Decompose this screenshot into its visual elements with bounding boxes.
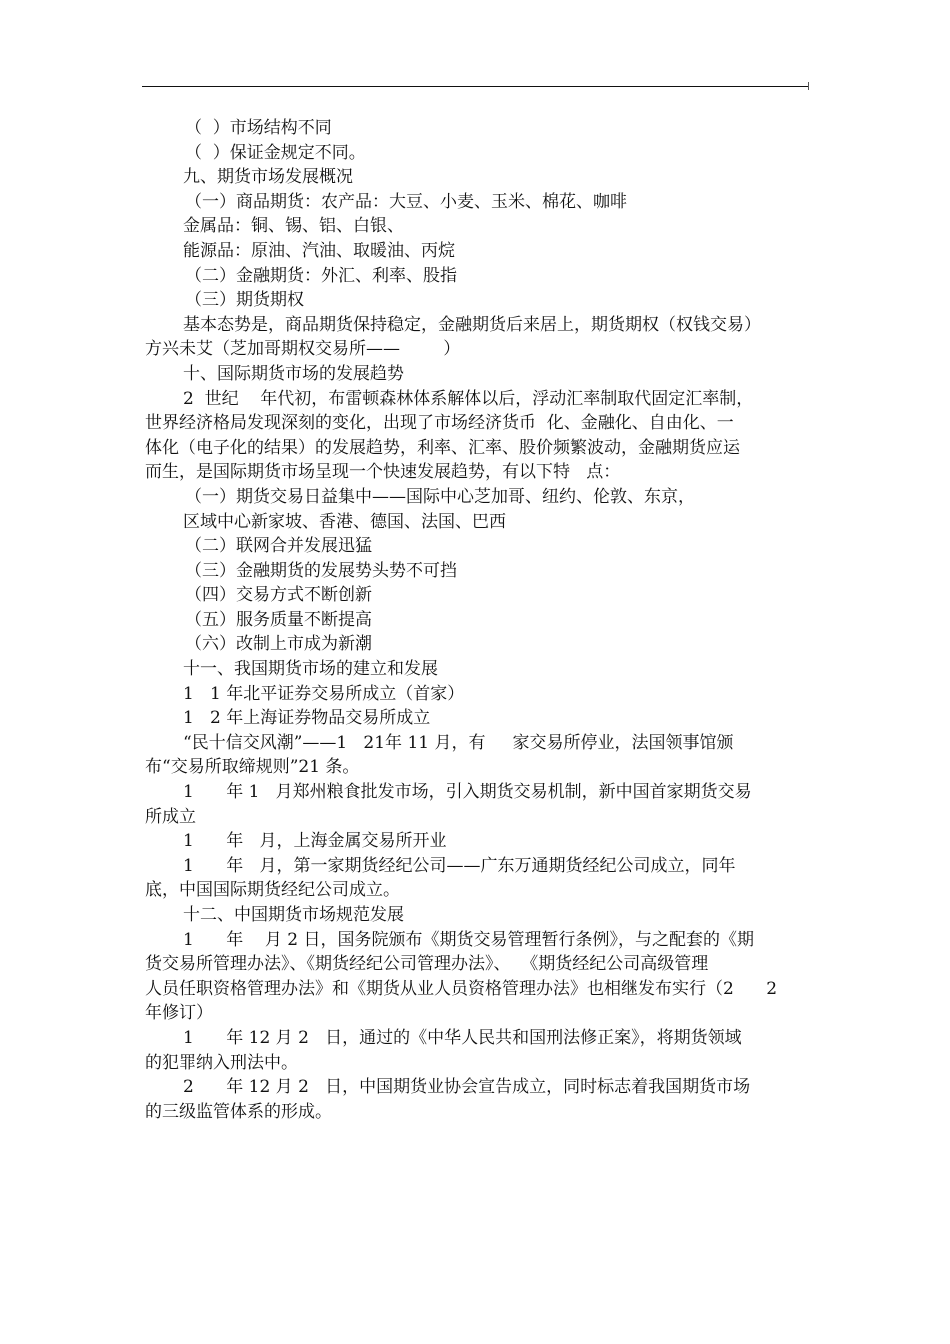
text-line: 而生，是国际期货市场呈现一个快速发展趋势，有以下特 点： <box>145 462 621 483</box>
text-line: 1 1 年北平证券交易所成立（首家） <box>183 683 465 704</box>
text-line: （一）商品期货：农产品：大豆、小麦、玉米、棉花、咖啡 <box>185 191 627 212</box>
text-line: 十二、中国期货市场规范发展 <box>183 905 404 925</box>
text-line: 布“交易所取缔规则”21 条。 <box>145 757 360 778</box>
document-body <box>145 116 815 1124</box>
text-line: （二）金融期货：外汇、利率、股指 <box>185 265 457 286</box>
text-line: 底，中国国际期货经纪公司成立。 <box>145 880 400 901</box>
text-line: 方兴未艾（芝加哥期权交易所—— ） <box>145 339 461 360</box>
text-line: 世界经济格局发现深刻的变化，出现了市场经济货币 化、金融化、自由化、一 <box>145 413 734 434</box>
text-line: （ ）市场结构不同 <box>185 118 332 138</box>
text-line: 十、国际期货市场的发展趋势 <box>183 363 404 384</box>
text-line: 的三级监管体系的形成。 <box>145 1101 332 1122</box>
text-line: 基本态势是，商品期货保持稳定，金融期货后来居上，期货期权（权钱交易） <box>183 314 761 335</box>
text-line: 2 世纪 年代初，布雷顿森林体系解体以后，浮动汇率制取代固定汇率制， <box>183 388 754 409</box>
text-line: （一）期货交易日益集中——国际中心芝加哥、纽约、伦敦、东京， <box>185 486 695 507</box>
text-line: 九、期货市场发展概况 <box>183 167 353 188</box>
text-line: 体化（电子化的结果）的发展趋势，利率、汇率、股价频繁波动，金融期货应运 <box>145 437 740 458</box>
text-line: 1 年 月，上海金属交易所开业 <box>183 831 447 852</box>
text-line: 1 年 1 月郑州粮食批发市场，引入期货交易机制，新中国首家期货交易 <box>183 782 752 803</box>
text-line: 所成立 <box>145 806 196 827</box>
text-line: 的犯罪纳入刑法中。 <box>145 1052 298 1073</box>
text-line: 区域中心新家坡、香港、德国、法国、巴西 <box>183 511 506 532</box>
text-line: 2 年 12 月 2 日，中国期货业协会宣告成立，同时标志着我国期货市场 <box>183 1077 751 1098</box>
text-line: （三）期货期权 <box>185 290 304 311</box>
text-line: 货交易所管理办法》、《期货经纪公司管理办法》、 《期货经纪公司高级管理 <box>145 954 709 975</box>
text-line: 1 年 月，第一家期货经纪公司——广东万通期货经纪公司成立，同年 <box>183 855 736 876</box>
text-line: （ ）保证金规定不同。 <box>185 142 366 163</box>
text-line: 年修订） <box>145 1003 213 1024</box>
text-line: （二）联网合并发展迅猛 <box>185 536 372 557</box>
header-tick-mark <box>808 82 809 90</box>
text-line: （六）改制上市成为新潮 <box>185 634 372 655</box>
text-line: “民十信交风潮”——1 21年 11 月，有 家交易所停业，法国领事馆颁 <box>183 732 734 753</box>
text-line: （四）交易方式不断创新 <box>185 585 372 606</box>
header-rule <box>142 86 808 87</box>
text-line: （三）金融期货的发展势头势不可挡 <box>185 560 457 581</box>
text-line: 金属品：铜、锡、铝、白银、 <box>183 216 404 237</box>
text-line: 1 年 月 2 日，国务院颁布《期货交易管理暂行条例》，与之配套的《期 <box>183 929 754 950</box>
text-line: 能源品：原油、汽油、取暖油、丙烷 <box>183 240 455 261</box>
text-line: 人员任职资格管理办法》和《期货从业人员资格管理办法》也相继发布实行（2 2 <box>145 978 778 999</box>
text-line: 1 2 年上海证券物品交易所成立 <box>183 708 431 729</box>
text-line: 十一、我国期货市场的建立和发展 <box>183 659 438 680</box>
text-line: 1 年 12 月 2 日，通过的《中华人民共和国刑法修正案》，将期货领域 <box>183 1027 742 1048</box>
text-line: （五）服务质量不断提高 <box>185 609 372 630</box>
